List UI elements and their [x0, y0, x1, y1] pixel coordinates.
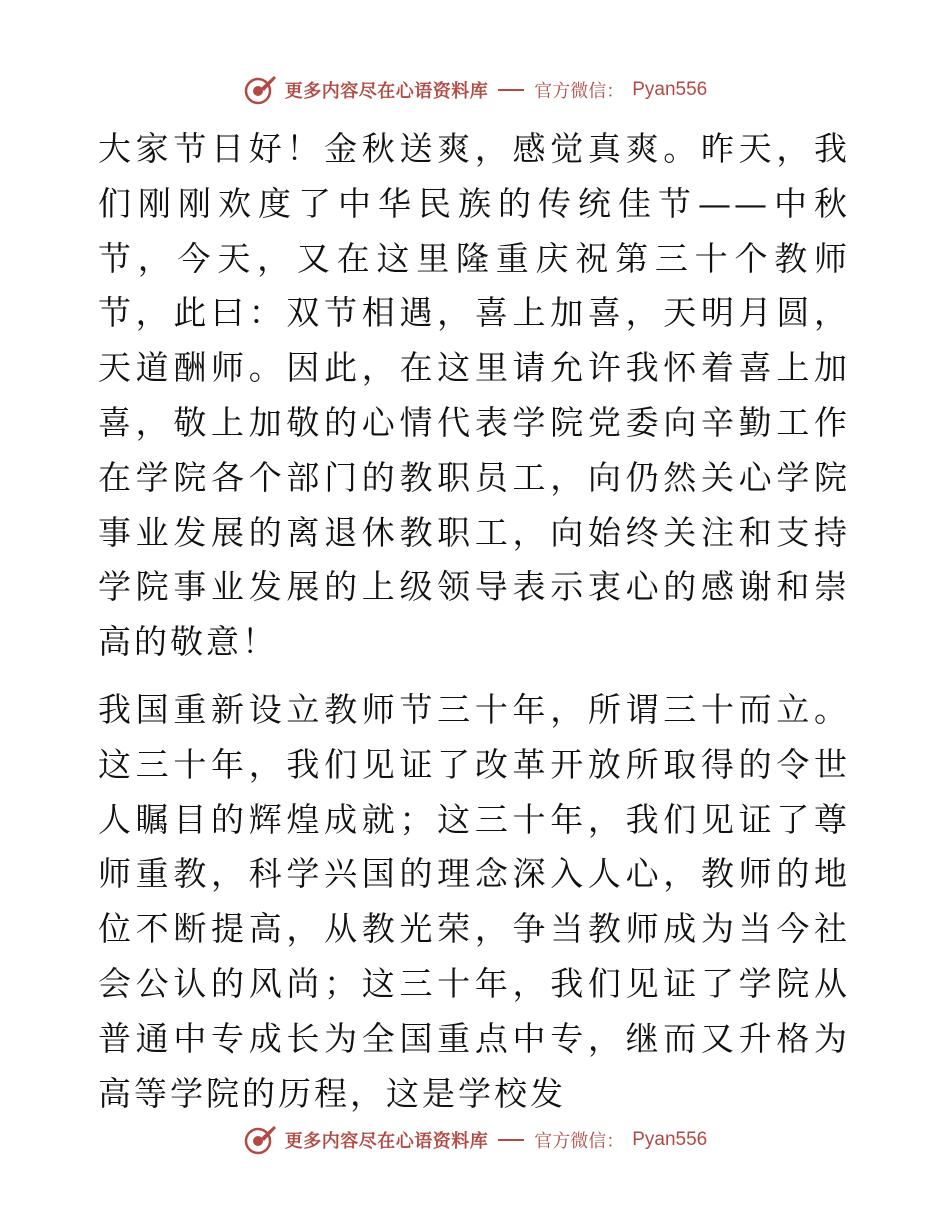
document-body [98, 122, 850, 1121]
watermark-brand-text: 更多内容尽在心语资料库 [284, 81, 489, 102]
paragraph-1: 大家节日好！金秋送爽，感觉真爽。昨天，我们刚刚欢度了中华民族的传统佳节——中秋节，今天，又在这里隆重庆祝第三十个教师节，此曰：双节相遇，喜上加喜，天明月圆，天道酬师。因此，在这里请允许我怀着喜上加喜，敬上加敬的心情代表学院党委向辛勤工作在学院各个部门的教职员工，向仍然关心学院事业发展的离退休教职工，向始终关注和支持学院事业发展的上级领导表示衷心的感谢和崇高的敬意！ [98, 129, 850, 662]
watermark-brand-text: 更多内容尽在心语资料库 [284, 1131, 489, 1152]
watermark-label: 官方微信： [534, 1131, 625, 1152]
watermark-separator [498, 1139, 524, 1141]
watermark-separator [498, 89, 524, 91]
watermark-handle: Pyan556 [632, 79, 708, 100]
footer-watermark [0, 1120, 950, 1160]
brush-logo-icon [243, 1123, 277, 1157]
paragraph-2: 我国重新设立教师节三十年，所谓三十而立。这三十年，我们见证了改革开放所取得的令世人瞩目的辉煌成就；这三十年，我们见证了尊师重教，科学兴国的理念深入人心，教师的地位不断提高，从教光荣，争当教师成为当今社会公认的风尚；这三十年，我们见证了学院从普通中专成长为全国重点中专，继而又升格为高等学院的历程，这是学校发 [98, 689, 850, 1113]
brush-logo-icon [243, 73, 277, 107]
watermark-handle: Pyan556 [632, 1129, 708, 1150]
watermark-label: 官方微信： [534, 81, 625, 102]
header-watermark [0, 70, 950, 110]
